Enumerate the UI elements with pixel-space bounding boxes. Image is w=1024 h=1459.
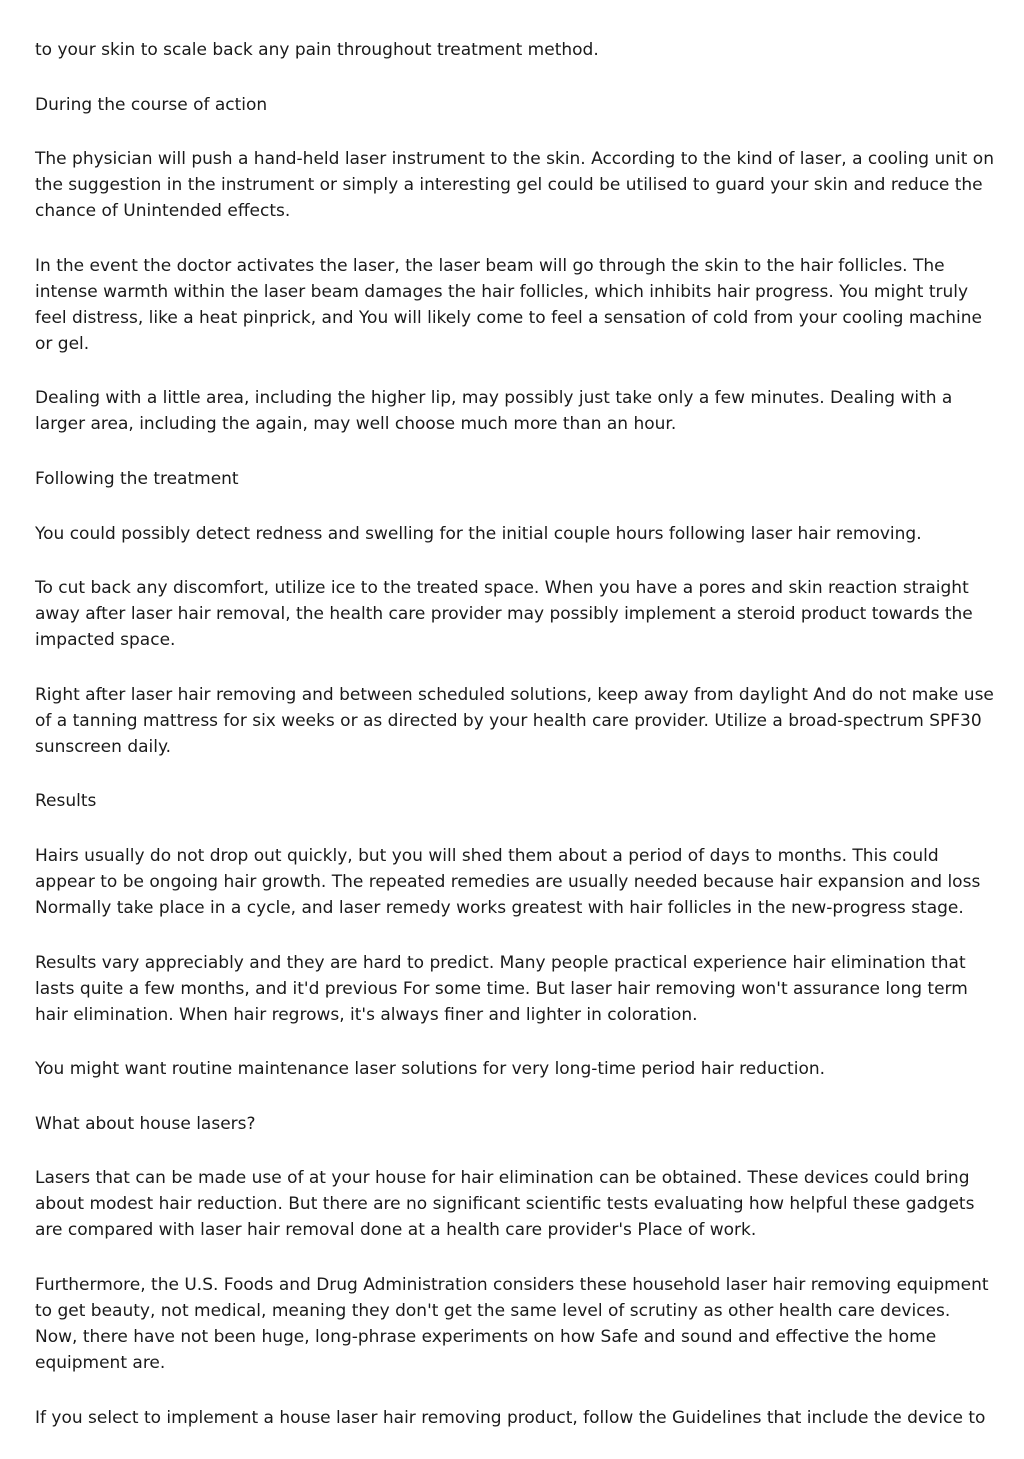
paragraph-intro-fragment: to your skin to scale back any pain throughout treatment method. (35, 40, 599, 60)
paragraph-fda-regulation: Furthermore, the U.S. Foods and Drug Administration considers these household laser hair removing equipment to get beauty, not medical, meaning they don't get the same level of scrutiny as other health care devices. Now, there have not been huge, long-phrase experiments on how Safe and sound and effective the home equipment are. (35, 1274, 989, 1373)
paragraph-laser-instrument: The physician will push a hand-held laser instrument to the skin. According to the kind of laser, a cooling unit on the suggestion in the instrument or simply a interesting gel could be utilised to guard your skin and reduce the chance of Unintended effects. (35, 149, 994, 222)
paragraph-avoid-sunlight: Right after laser hair removing and between scheduled solutions, keep away from daylight And do not make use of a tanning mattress for six weeks or as directed by your health care provider. Utilize a broad-spectrum SPF30 sunscreen daily. (35, 684, 994, 757)
paragraph-laser-activation: In the event the doctor activates the laser, the laser beam will go through the skin to the hair follicles. The intense warmth within the laser beam damages the hair follicles, which inhibits hair progress. You might truly feel distress, like a heat pinprick, and You will likely come to feel a sensation of cold from your cooling machine or gel. (35, 255, 982, 354)
document-body (35, 37, 995, 1459)
paragraph-results-vary: Results vary appreciably and they are hard to predict. Many people practical experience hair elimination that lasts quite a few months, and it'd previous For some time. But laser hair removing won't assurance long term hair elimination. When hair regrows, it's always finer and lighter in coloration. (35, 952, 968, 1025)
paragraph-redness-swelling: You could possibly detect redness and swelling for the initial couple hours following laser hair removing. (35, 523, 922, 544)
paragraph-hair-shedding: Hairs usually do not drop out quickly, but you will shed them about a period of days to months. This could appear to be ongoing hair growth. The repeated remedies are usually needed because hair expansion and loss Normally take place in a cycle, and laser remedy works greatest with hair follicles in the new-progress stage. (35, 845, 981, 918)
paragraph-reduce-discomfort: To cut back any discomfort, utilize ice to the treated space. When you have a pores and skin reaction straight away after laser hair removal, the health care provider may possibly implement a steroid product towards the impacted space. (35, 578, 973, 651)
paragraph-home-devices: Lasers that can be made use of at your house for hair elimination can be obtained. These devices could bring about modest hair reduction. But there are no significant scientific tests evaluating how helpful these gadgets are compared with laser hair removal done at a health care provider's Place of work. (35, 1168, 975, 1241)
heading-during-procedure: During the course of action (35, 94, 268, 115)
heading-results: Results (35, 791, 97, 812)
paragraph-maintenance: You might want routine maintenance laser solutions for very long-time period hair reduction. (35, 1059, 826, 1080)
paragraph-treatment-duration: Dealing with a little area, including the higher lip, may possibly just take only a few minutes. Dealing with a larger area, including the again, may well choose much more than an hour. (35, 388, 953, 435)
heading-after-treatment: Following the treatment (35, 468, 239, 489)
heading-home-lasers: What about house lasers? (35, 1113, 256, 1134)
paragraph-home-guidelines: If you select to implement a house laser hair removing product, follow the Guidelines that include the device to (35, 1407, 986, 1428)
